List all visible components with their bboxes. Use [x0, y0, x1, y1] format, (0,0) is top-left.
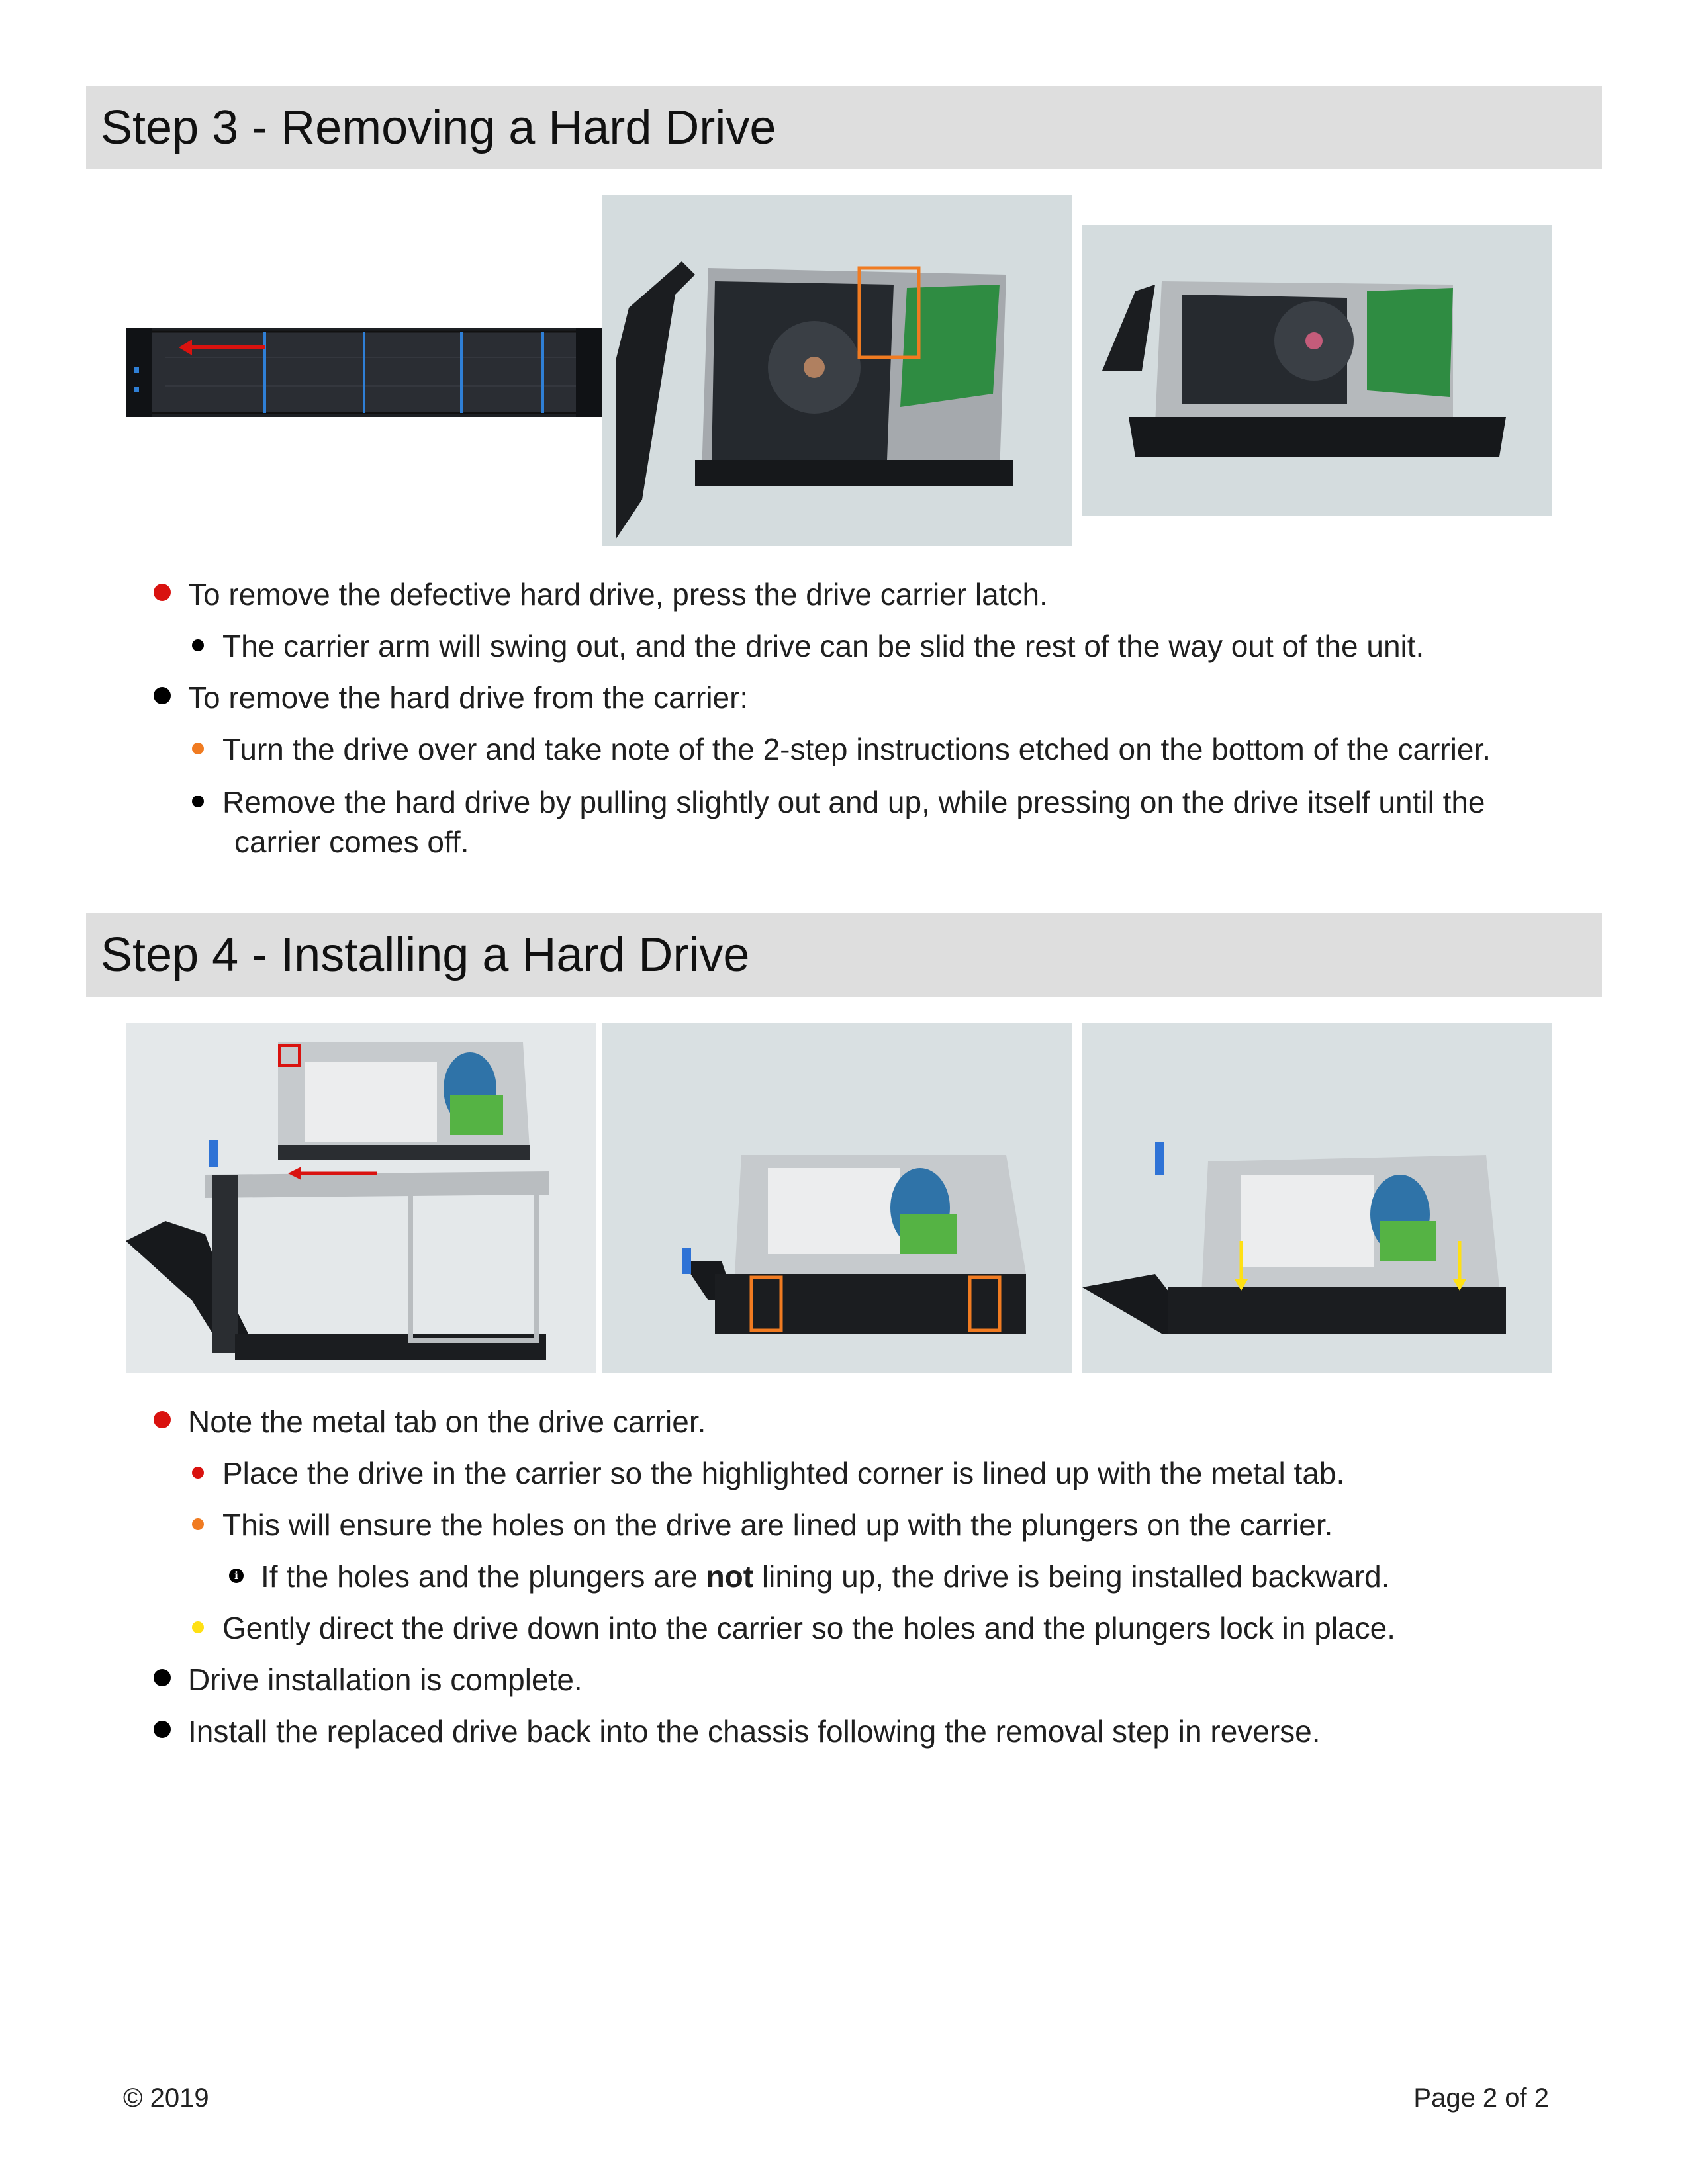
list-item	[192, 626, 1424, 666]
bullet-text: Turn the drive over and take note of the 2-step instructions etched on the bottom of the carrier.	[222, 732, 1491, 766]
bullet-marker	[154, 584, 171, 601]
step3-heading: Step 3 - Removing a Hard Drive	[86, 86, 1602, 169]
bullet-marker	[192, 1467, 204, 1479]
bullet-marker	[154, 1669, 171, 1686]
bullet-text: Place the drive in the carrier so the highlighted corner is lined up with the metal tab.	[222, 1456, 1345, 1490]
bullet-text: Drive installation is complete.	[188, 1662, 583, 1697]
list-item	[154, 1402, 706, 1441]
bullet-text: Note the metal tab on the drive carrier.	[188, 1404, 706, 1439]
bullet-marker	[154, 1411, 171, 1428]
bullet-text: carrier comes off.	[234, 825, 469, 859]
list-item	[192, 782, 1485, 822]
bullet-marker	[154, 687, 171, 704]
drive-carrier-top-photo	[602, 195, 1072, 546]
list-item	[154, 574, 1048, 614]
bullet-marker	[192, 743, 204, 754]
list-item	[192, 1453, 1344, 1493]
list-item	[192, 1608, 1395, 1648]
bullet-text: To remove the hard drive from the carrier:	[188, 680, 749, 715]
copyright-text: © 2019	[123, 2083, 209, 2113]
page-number: Page 2 of 2	[1413, 2083, 1549, 2113]
list-item	[154, 1660, 583, 1700]
bullet-marker	[192, 1621, 204, 1633]
info-icon: i	[229, 1569, 244, 1583]
list-item	[154, 678, 748, 717]
drive-above-carrier-photo	[126, 1023, 596, 1373]
drive-in-carrier-photo	[602, 1023, 1072, 1373]
bullet-text: This will ensure the holes on the drive are lined up with the plungers on the carrier.	[222, 1508, 1333, 1542]
bullet-text: If the holes and the plungers are not lining up, the drive is being installed backward.	[261, 1559, 1390, 1594]
server-chassis-photo	[126, 328, 602, 417]
bullet-marker	[192, 1518, 204, 1530]
bullet-marker	[154, 1721, 171, 1738]
list-item-continuation	[234, 822, 469, 862]
bullet-marker	[192, 639, 204, 651]
drive-locked-in-carrier-photo	[1082, 1023, 1552, 1373]
list-item	[192, 729, 1491, 769]
bullet-marker	[192, 796, 204, 807]
bullet-text: Remove the hard drive by pulling slightly out and up, while pressing on the drive itself until the	[222, 785, 1485, 819]
bullet-text: To remove the defective hard drive, press the drive carrier latch.	[188, 577, 1048, 612]
list-item	[229, 1557, 1390, 1596]
drive-carrier-flipped-photo	[1082, 225, 1552, 516]
list-item	[154, 1711, 1321, 1751]
step4-heading: Step 4 - Installing a Hard Drive	[86, 913, 1602, 997]
bullet-text: The carrier arm will swing out, and the drive can be slid the rest of the way out of the unit.	[222, 629, 1425, 663]
bullet-text: Gently direct the drive down into the carrier so the holes and the plungers lock in place.	[222, 1611, 1395, 1645]
bullet-text: Install the replaced drive back into the chassis following the removal step in reverse.	[188, 1714, 1321, 1749]
list-item	[192, 1505, 1333, 1545]
